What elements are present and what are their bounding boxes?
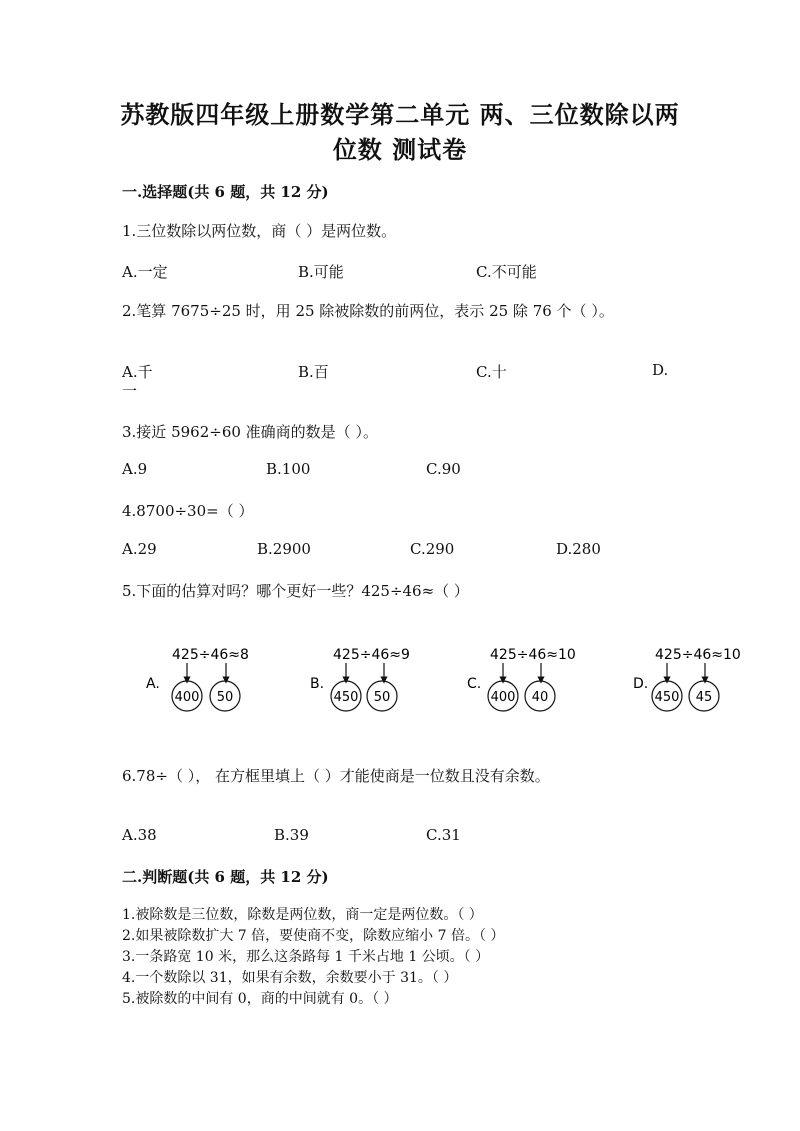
page-title-line1: 苏教版四年级上册数学第二单元 两、三位数除以两: [120, 100, 680, 129]
judge-item-2: 2.如果被除数扩大 7 倍，要使商不变，除数应缩小 7 倍。（ ）: [122, 928, 505, 944]
question-3: 3.接近 5962÷60 准确商的数是（ ）。: [122, 423, 378, 441]
q5-a-letter: A.: [146, 676, 160, 692]
q2-option-a: A.千: [122, 363, 153, 381]
q5-b-circle1: 450: [333, 690, 359, 705]
q3-option-c: C.90: [426, 460, 461, 478]
q5-a-expr: 425÷46≈8: [172, 647, 249, 663]
q1-option-b: B.可能: [298, 263, 344, 281]
q5-option-c-figure: [467, 647, 576, 711]
q5-option-a-figure: [146, 647, 249, 711]
q5-c-circle1: 400: [490, 690, 516, 705]
page-title-line2: 位数 测试卷: [332, 135, 468, 164]
q5-b-expr: 425÷46≈9: [333, 647, 410, 663]
q3-option-a: A.9: [122, 460, 148, 478]
q5-estimation-figures: [0, 630, 800, 730]
q4-option-c: C.290: [410, 540, 455, 558]
section2-heading: 二.判断题(共 6 题，共 12 分): [122, 868, 329, 886]
q5-option-b-figure: [310, 647, 410, 711]
q5-b-letter: B.: [310, 676, 325, 692]
judge-item-5: 5.被除数的中间有 0，商的中间就有 0。（ ）: [122, 991, 398, 1007]
q5-d-letter: D.: [633, 676, 649, 692]
question-1: 1.三位数除以两位数，商（ ）是两位数。: [122, 222, 397, 240]
q5-d-circle2: 45: [695, 690, 713, 705]
q5-d-circle1: 450: [654, 690, 680, 705]
q4-option-a: A.29: [122, 540, 157, 558]
q5-a-circle1: 400: [174, 690, 200, 705]
q2-option-b: B.百: [298, 363, 329, 381]
question-6: 6.78÷（ ）， 在方框里填上（ ）才能使商是一位数且没有余数。: [122, 767, 550, 785]
question-2: 2.笔算 7675÷25 时，用 25 除被除数的前两位，表示 25 除 76 个（ ）。: [122, 302, 614, 320]
q5-d-expr: 425÷46≈10: [655, 647, 741, 663]
q5-a-circle2: 50: [216, 690, 234, 705]
q5-option-d-figure: [633, 647, 741, 711]
judge-item-4: 4.一个数除以 31，如果有余数，余数要小于 31。（ ）: [122, 970, 458, 986]
q6-option-a: A.38: [122, 826, 157, 844]
question-5: 5.下面的估算对吗？哪个更好一些？425÷46≈（ ）: [122, 582, 469, 600]
q6-option-b: B.39: [274, 826, 309, 844]
q5-c-circle2: 40: [531, 690, 549, 705]
section1-heading: 一.选择题(共 6 题，共 12 分): [122, 183, 329, 201]
q2-option-c: C.十: [476, 363, 507, 381]
q3-option-b: B.100: [266, 460, 311, 478]
q1-option-a: A.一定: [122, 263, 168, 281]
judge-item-3: 3.一条路宽 10 米，那么这条路每 1 千米占地 1 公顷。（ ）: [122, 949, 490, 965]
q4-option-b: B.2900: [257, 540, 311, 558]
q4-option-d: D.280: [556, 540, 601, 558]
q6-option-c: C.31: [426, 826, 461, 844]
judge-item-1: 1.被除数是三位数，除数是两位数，商一定是两位数。（ ）: [122, 907, 483, 923]
q2-option-d: D.: [652, 361, 669, 379]
q1-option-c: C.不可能: [476, 263, 537, 281]
q2-option-d-wrap: 一: [122, 382, 138, 400]
q5-c-letter: C.: [467, 676, 482, 692]
q5-b-circle2: 50: [373, 690, 391, 705]
question-4: 4.8700÷30=（ ）: [122, 502, 254, 520]
q5-c-expr: 425÷46≈10: [490, 647, 576, 663]
